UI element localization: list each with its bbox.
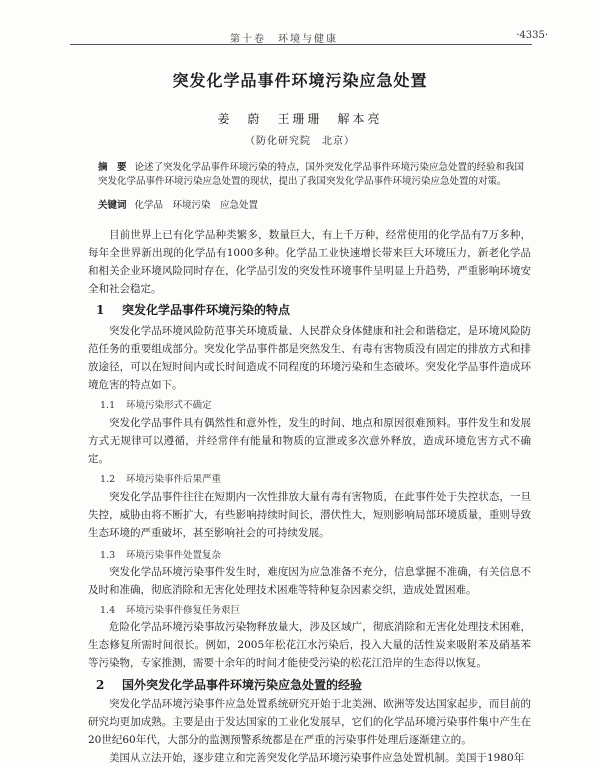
section-1-paragraph: 突发化学品环境风险防范事关环境质量、人民群众身体健康和社会和谐稳定，是环境风险防范任务的重要组成部分。突发化学品事件都是突然发生、有毒有害物质没有固定的排放方式和排放途径，可以在短时间内或长时间造成不同程度的环境污染和生态破坏。突发化学品事件造成环境危害的特点如下。 — [88, 325, 531, 391]
subsection-1-1-heading — [100, 397, 212, 411]
keywords-label: 关键词 — [98, 200, 127, 211]
abstract-text: 论述了突发化学品事件环境污染的特点，国外突发化学品事件环境污染应急处置的经验和我国突发化学品事件环境污染应急处置的现状，提出了我国突发化学品事件环境污染应急处置的对策。 — [98, 162, 525, 187]
paper-title: 突发化学品事件环境污染应急处置 — [172, 71, 428, 90]
paper-authors: 姜 蔚 王珊珊 解本亮 — [217, 112, 383, 126]
running-header-page-number: ·4335· — [516, 30, 548, 41]
subsection-1-1-paragraph: 突发化学品事件具有偶然性和意外性，发生的时间、地点和原因很难预料。事件发生和发展方式无规律可以遵循，并经常伴有能量和物质的宣泄或多次意外释放，造成环境危害方式不确定。 — [88, 417, 531, 465]
abstract — [98, 161, 530, 189]
section-2-heading — [96, 676, 362, 693]
subsection-1-2-number: 1.2 — [100, 474, 116, 485]
section-1-heading — [96, 301, 290, 318]
section-2-title: 国外突发化学品事件环境污染应急处置的经验 — [122, 678, 363, 692]
section-1-number: 1 — [96, 303, 105, 317]
running-header-journal: 第十卷 环境与健康 — [230, 34, 338, 45]
abstract-label: 摘 要 — [98, 162, 127, 173]
subsection-1-4-title: 环境污染事件修复任务艰巨 — [126, 605, 241, 616]
subsection-1-3-number: 1.3 — [100, 550, 116, 561]
subsection-1-4-heading — [100, 602, 240, 616]
subsection-1-1-title: 环境污染形式不确定 — [126, 400, 212, 411]
section-2-paragraph-1: 突发化学品环境污染事件应急处置系统研究开始于北美洲、欧洲等发达国家起步，而目前的研究均更加成熟。主要是由于发达国家的工业化发展早，它们的化学品环境污染事件集中产生在20世纪60年代，大部分的监测预警系统都是在严重的污染事件处理后逐渐建立的。 — [88, 698, 531, 746]
subsection-1-2-paragraph: 突发化学品事件往往在短期内一次性排放大量有毒有害物质，在此事件处于失控状态，一旦失控，威胁由将不断扩大，有些影响持续时间长，潜伏性大，短则影响局部环境质量，重则导致生态环境的严重破坏，甚至影响社会的可持续发展。 — [88, 491, 531, 539]
subsection-1-2-heading — [100, 471, 221, 485]
subsection-1-2-title: 环境污染事件后果严重 — [126, 474, 222, 485]
subsection-1-3-paragraph: 突发化学品环境污染事件发生时，难度因为应急准备不充分，信息掌握不准确，有关信息不及时和准确，彻底消除和无害化处理技术困难等特种复杂因素交织，造成处置困难。 — [88, 566, 531, 596]
header-rule — [70, 44, 532, 45]
subsection-1-3-heading — [100, 547, 221, 561]
keywords — [98, 199, 530, 213]
section-1-title: 突发化学品事件环境污染的特点 — [122, 303, 291, 317]
subsection-1-4-paragraph: 危险化学品环境污染事故污染物释放量大，涉及区域广，彻底消除和无害化处理技术困难，生态修复所需时间很长。例如，2005年松花江水污染后，投入大量的活性炭来吸附苯及硝基苯等污染物，专家推测，需要十余年的时间才能使受污染的松花江沿岸的生态得以恢复。 — [88, 621, 531, 669]
subsection-1-4-number: 1.4 — [100, 605, 116, 616]
section-2-paragraph-2: 美国从立法开始，逐步建立和完善突发化学品环境污染事件应急处置机制。美国于1980年 — [109, 752, 525, 764]
subsection-1-1-number: 1.1 — [100, 400, 116, 411]
section-2-number: 2 — [96, 678, 105, 692]
paper-affiliation: （防化研究院 北京） — [245, 136, 355, 147]
keywords-text: 化学品 环境污染 应急处置 — [134, 200, 259, 211]
subsection-1-3-title: 环境污染事件处置复杂 — [126, 550, 222, 561]
intro-paragraph: 目前世界上已有化学品种类繁多，数量巨大，有上千万种，经常使用的化学品有7万多种，每年全世界新出现的化学品有1000多种。化学品工业快速增长带来巨大环境压力，新老化学品和相关企业环境风险同时存在，化学品引发的突发性环境事件呈明显上升趋势，严重影响环境安全和社会稳定。 — [88, 229, 531, 295]
